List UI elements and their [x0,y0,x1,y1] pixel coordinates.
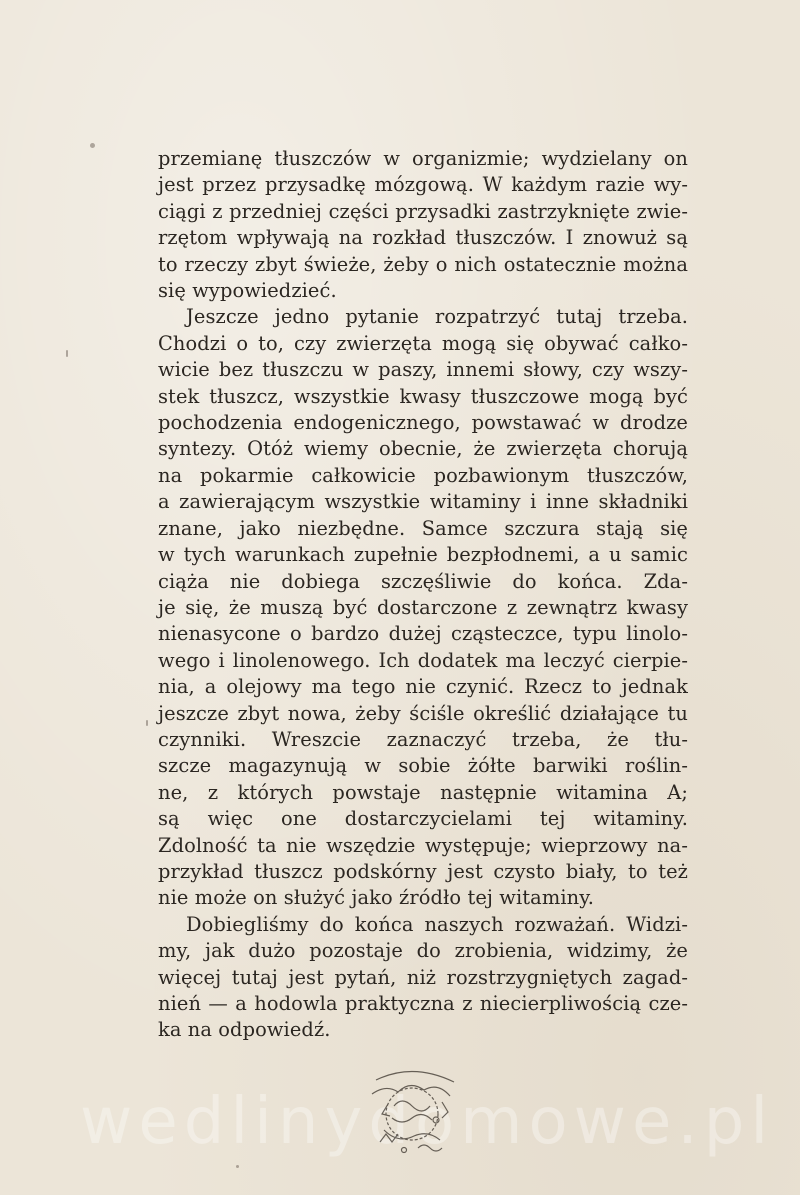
text-line: syntezy. Otóż wiemy obecnie, że zwierzęta chorują [158,437,688,461]
text-line: znane, jako niezbędne. Samce szczura stają się [158,516,688,540]
text-line: są więc one dostarczycielami tej witaminy. [158,807,688,831]
text-line: a zawierającym wszystkie witaminy i inne składniki [158,490,688,514]
text-line: ciąża nie dobiega szczęśliwie do końca. Zda- [158,569,688,593]
page-speck [146,720,148,726]
text-line: ka na odpowiedź. [158,1018,331,1042]
paragraph [158,912,688,1044]
text-line: wego i linolenowego. Ich dodatek ma leczyć cierpie- [158,648,688,672]
watermark: wedlinydomowe.pl [80,1085,775,1159]
text-line: nie może on służyć jako źródło tej witaminy. [158,886,594,910]
text-line: ne, z których powstaje następnie witamina A; [158,780,688,804]
text-line: na pokarmie całkowicie pozbawionym tłuszczów, [158,463,688,487]
library-stamp-icon [358,1058,468,1168]
page-speck [90,143,95,148]
text-line: Chodzi o to, czy zwierzęta mogą się obywać całko- [158,331,688,355]
text-line: nia, a olejowy ma tego nie czynić. Rzecz to jednak [158,675,688,699]
text-line: wicie bez tłuszczu w paszy, innemi słowy, czy wszy- [158,358,688,382]
text-line: ciągi z przedniej części przysadki zastrzyknięte zwie- [158,199,688,223]
text-line: pochodzenia endogenicznego, powstawać w drodze [158,411,688,435]
text-line: nienasycone o bardzo dużej cząsteczce, typu linolo- [158,622,688,646]
text-line: stek tłuszcz, wszystkie kwasy tłuszczowe mogą być [158,384,688,408]
text-line: jest przez przysadkę mózgową. W każdym razie wy- [158,173,688,197]
text-line: szcze magazynują w sobie żółte barwiki roślin- [158,754,688,778]
text-line: to rzeczy zbyt świeże, żeby o nich ostatecznie można [158,252,688,276]
page-speck [236,1165,239,1168]
text-line: czynniki. Wreszcie zaznaczyć trzeba, że tłu- [158,727,688,751]
text-line: w tych warunkach zupełnie bezpłodnemi, a u samic [158,543,688,567]
text-line: je się, że muszą być dostarczone z zewnątrz kwasy [158,595,688,619]
body-text [158,146,688,1044]
text-line: Dobiegliśmy do końca naszych rozważań. Widzi- [186,912,688,936]
text-line: się wypowiedzieć. [158,279,337,303]
paragraph [158,304,688,911]
text-line: więcej tutaj jest pytań, niż rozstrzygniętych zagad- [158,965,688,989]
text-line: nień — a hodowla praktyczna z niecierpliwością cze- [158,992,688,1015]
text-line: przemianę tłuszczów w organizmie; wydzielany on [158,147,688,170]
text-line: przykład tłuszcz podskórny jest czysto biały, to też [158,859,688,883]
text-line: jeszcze zbyt nowa, żeby ściśle określić działające tu [158,701,688,725]
paragraph [158,146,688,304]
text-line: my, jak dużo pozostaje do zrobienia, widzimy, że [158,939,688,963]
text-line: Zdolność ta nie wszędzie występuje; wieprzowy na- [158,833,688,857]
text-line: Jeszcze jedno pytanie rozpatrzyć tutaj trzeba. [186,305,688,329]
text-line: rzętom wpływają na rozkład tłuszczów. I znowuż są [158,226,688,250]
page-speck [66,350,68,357]
